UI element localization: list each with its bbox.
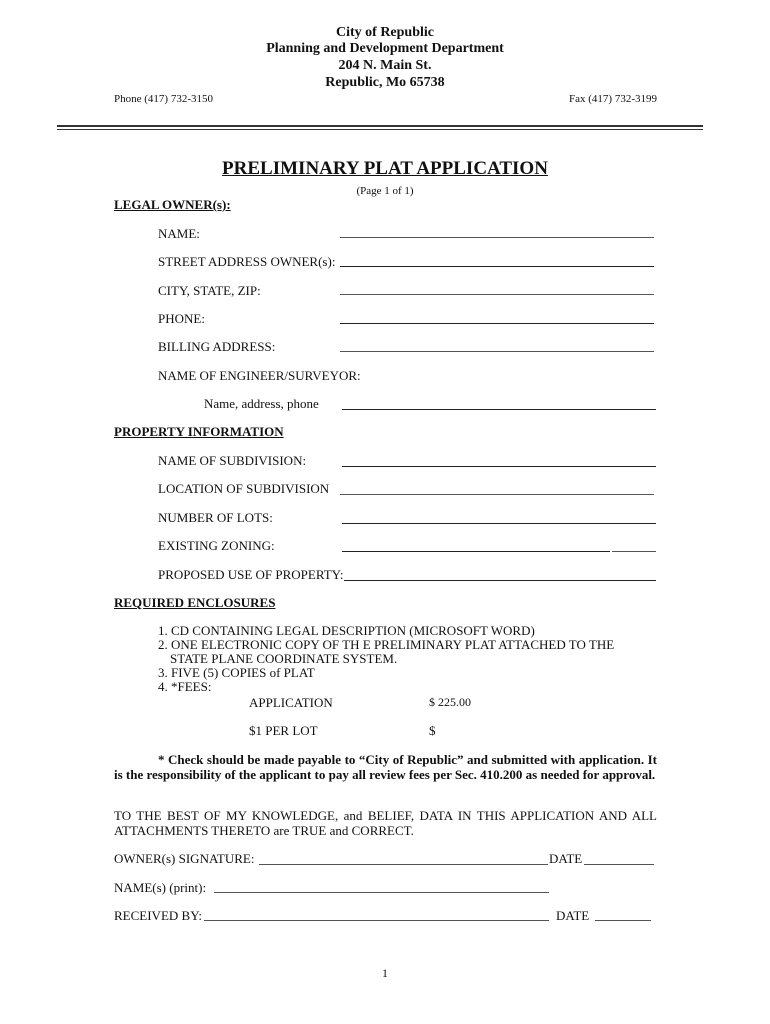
received-date-field[interactable] [595,920,651,921]
header-rule-top [57,125,703,127]
subdivision-location-label: LOCATION OF SUBDIVISION [158,481,330,496]
header-city-state-zip: Republic, Mo 65738 [325,75,445,90]
signature-date-field[interactable] [584,864,654,865]
billing-address-label: BILLING ADDRESS: [158,339,276,354]
enclosure-item-3: 3. FIVE (5) COPIES of PLAT [158,665,315,680]
existing-zoning-field[interactable] [342,551,610,552]
names-print-field[interactable] [214,892,549,893]
received-by-field[interactable] [204,920,549,921]
enclosure-item-2: 2. ONE ELECTRONIC COPY OF TH E PRELIMINARY PLAT ATTACHED TO THE [158,637,615,652]
engineer-contact-field[interactable] [342,409,656,410]
owner-street-label: STREET ADDRESS OWNER(s): [158,254,336,269]
owner-city-label: CITY, STATE, ZIP: [158,283,261,298]
subdivision-name-label: NAME OF SUBDIVISION: [158,453,307,468]
enclosures-heading: REQUIRED ENCLOSURES [114,595,276,610]
form-title: PRELIMINARY PLAT APPLICATION [222,158,548,179]
owner-name-label: NAME: [158,226,200,241]
existing-zoning-label: EXISTING ZONING: [158,538,275,553]
owner-heading: LEGAL OWNER(s): [114,197,231,212]
subdivision-location-field[interactable] [340,494,654,495]
fee-application-label: APPLICATION [249,695,333,710]
subdivision-name-field[interactable] [342,466,656,467]
owner-phone-field[interactable] [340,323,654,324]
payment-note: * Check should be made payable to “City of Republic” and submitted with application. It is the responsibility of the applicant to pay all review fees per Sec. 410.200 as needed for approval. [114,752,657,782]
certification-statement: TO THE BEST OF MY KNOWLEDGE, and BELIEF, DATA IN THIS APPLICATION AND ALL ATTACHMENTS THERETO are TRUE and CORRECT. [114,808,657,838]
proposed-use-field[interactable] [344,580,656,581]
proposed-use-label: PROPOSED USE OF PROPERTY: [158,567,344,582]
header-rule-bottom [57,129,703,130]
owner-signature-label: OWNER(s) SIGNATURE: [114,851,255,866]
fee-per-lot-value: $ [429,723,436,738]
received-date-label: DATE [556,908,590,923]
names-print-label: NAME(s) (print): [114,880,207,895]
header-street: 204 N. Main St. [338,58,432,73]
header-phone: Phone (417) 732-3150 [114,93,213,105]
signature-date-label: DATE [549,851,583,866]
owner-signature-field[interactable] [259,864,548,865]
property-heading: PROPERTY INFORMATION [114,424,284,439]
received-by-label: RECEIVED BY: [114,908,202,923]
existing-zoning-field-tail [612,551,656,552]
engineer-label: NAME OF ENGINEER/SURVEYOR: [158,368,361,383]
page-info: (Page 1 of 1) [356,185,414,197]
number-of-lots-field[interactable] [342,523,656,524]
owner-name-field[interactable] [340,237,654,238]
fee-application-value: $ 225.00 [429,695,471,709]
owner-street-field[interactable] [340,266,654,267]
owner-city-field[interactable] [340,294,654,295]
owner-phone-label: PHONE: [158,311,205,326]
page-number: 1 [382,966,388,980]
enclosure-item-1: 1. CD CONTAINING LEGAL DESCRIPTION (MICROSOFT WORD) [158,623,535,638]
header-department: Planning and Development Department [266,41,504,56]
enclosure-item-2-cont: STATE PLANE COORDINATE SYSTEM. [170,651,398,666]
number-of-lots-label: NUMBER OF LOTS: [158,510,273,525]
enclosure-item-4: 4. *FEES: [158,679,212,694]
fee-per-lot-label: $1 PER LOT [249,723,318,738]
header-city: City of Republic [336,25,434,40]
header-fax: Fax (417) 732-3199 [569,93,657,105]
engineer-contact-label: Name, address, phone [204,396,319,411]
billing-address-field[interactable] [340,351,654,352]
